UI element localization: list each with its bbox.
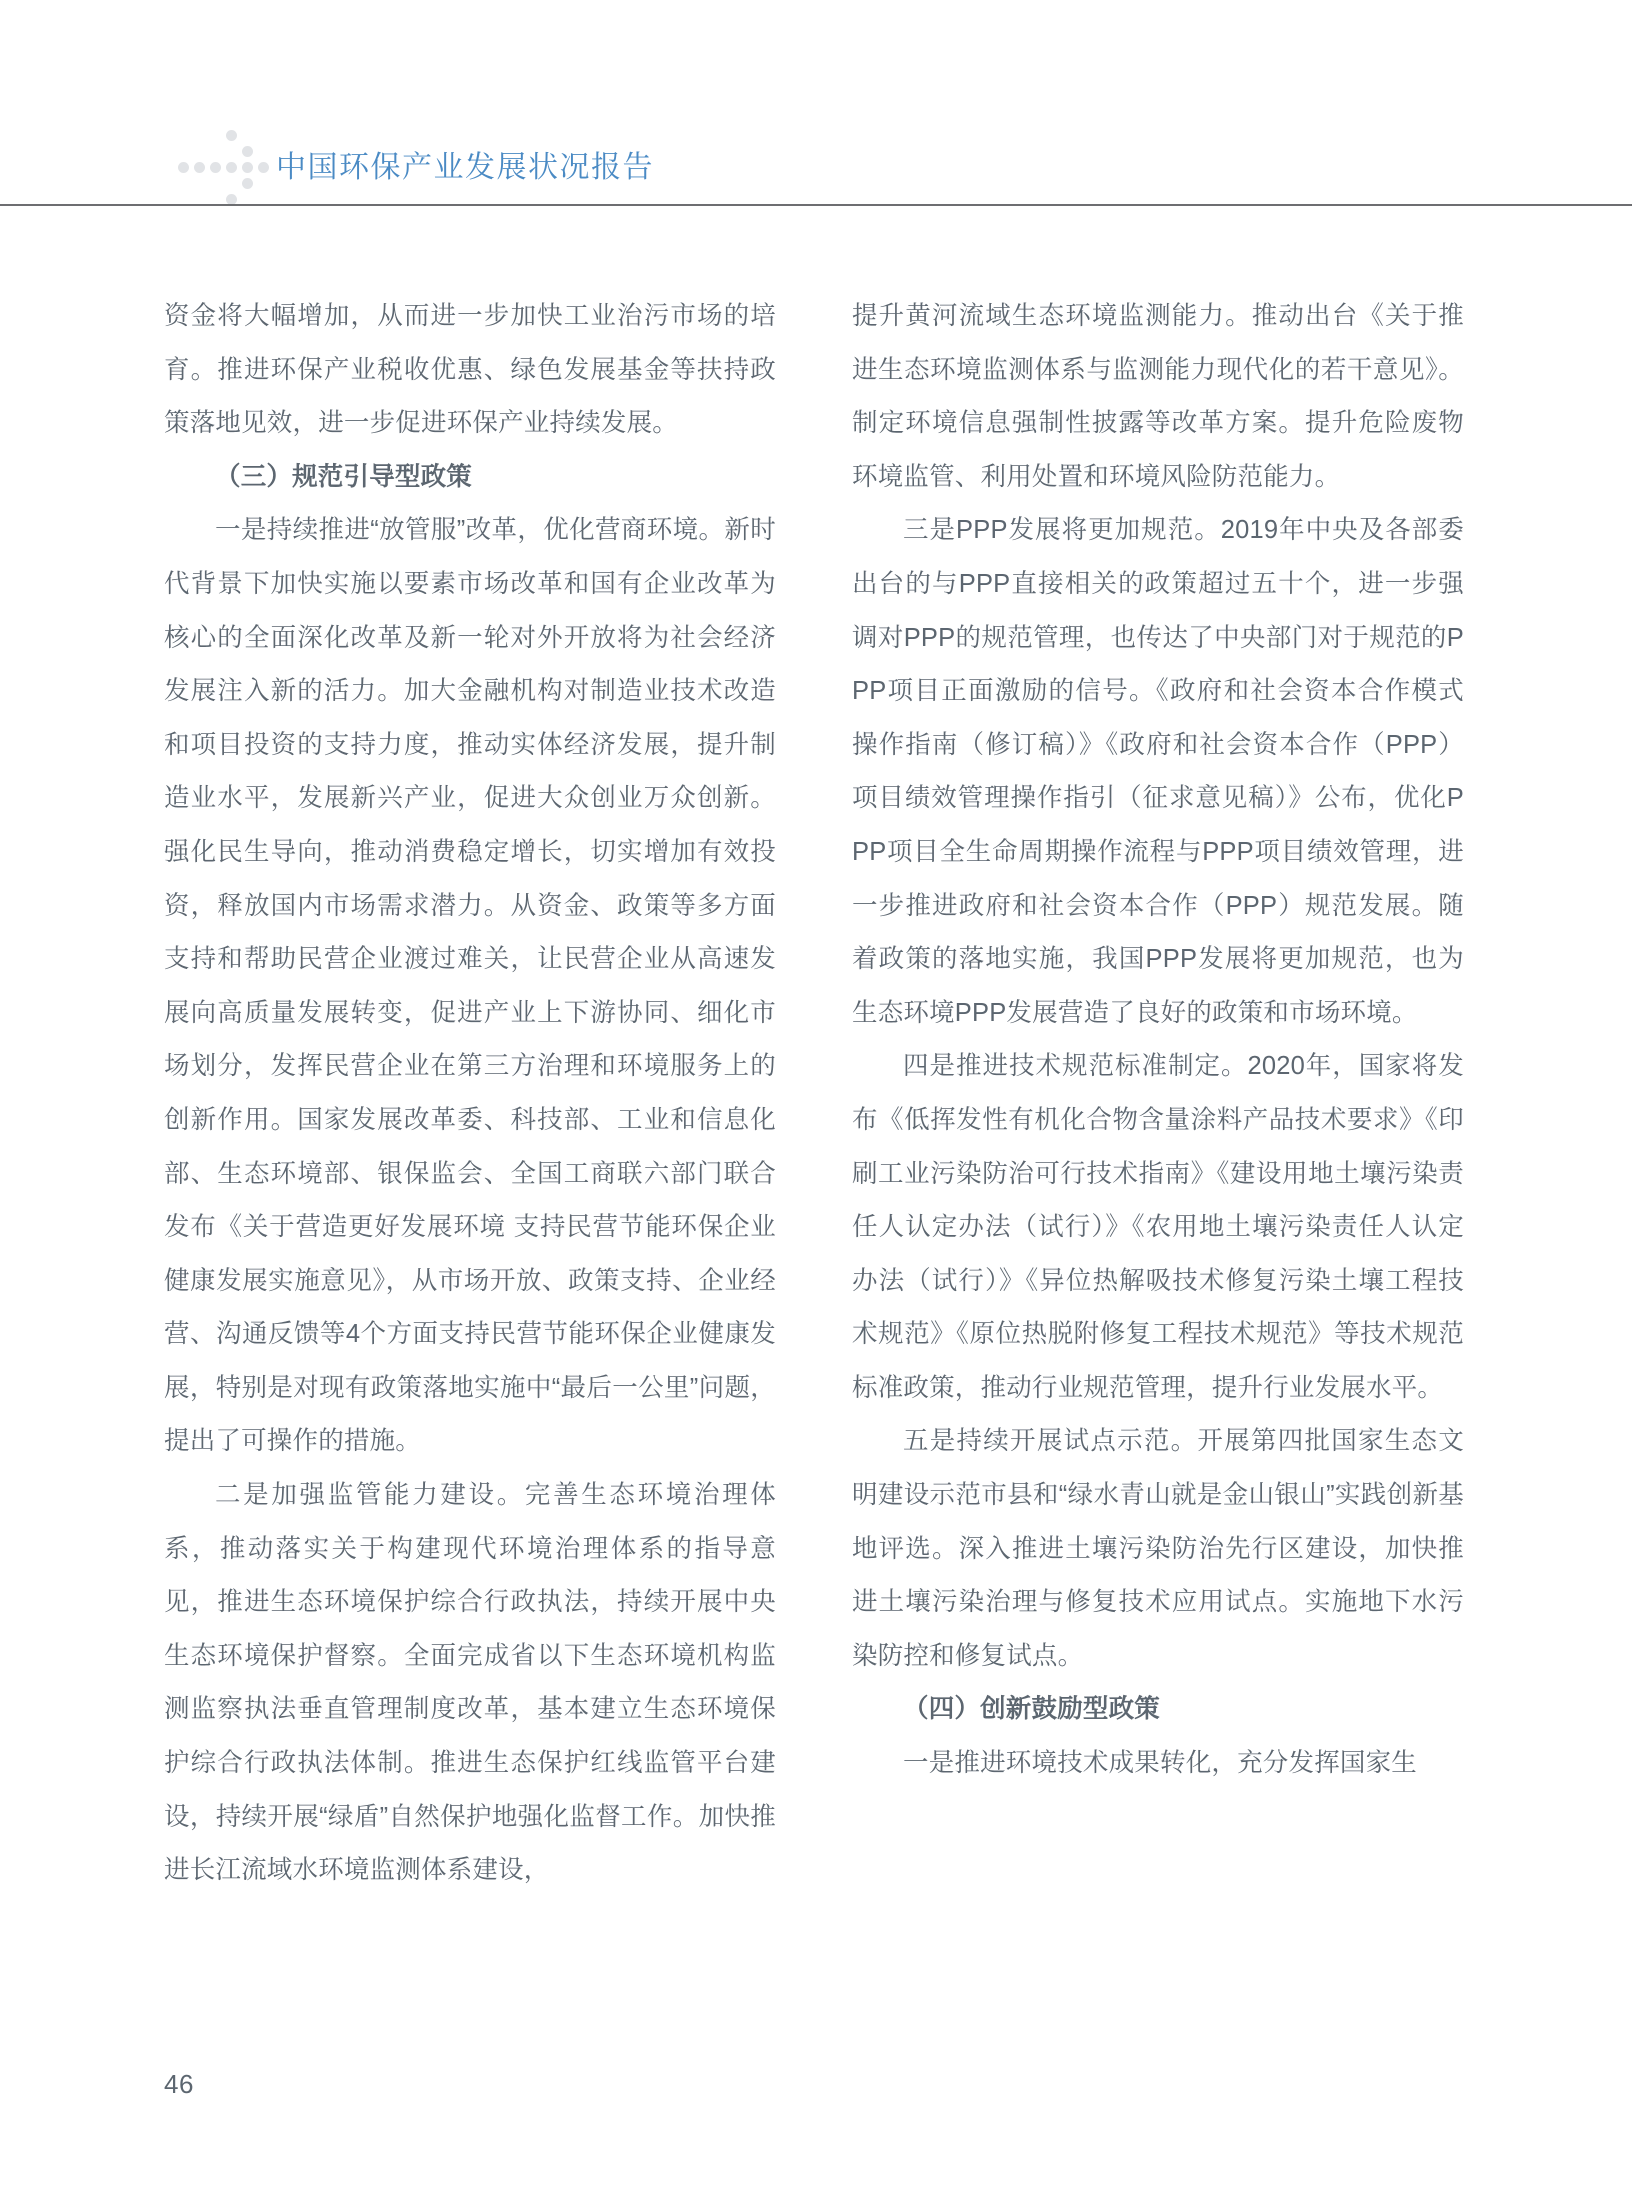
left-column [164,290,776,1898]
paragraph: 三是PPP发展将更加规范。2019年中央及各部委出台的与PPP直接相关的政策超过五十个，进一步强调对PPP的规范管理，也传达了中央部门对于规范的PPP项目正面激励的信号。《政府和社会资本合作模式操作指南（修订稿）》《政府和社会资本合作（PPP）项目绩效管理操作指引（征求意见稿）》公布，优化PPP项目全生命周期操作流程与PPP项目绩效管理，进一步推进政府和社会资本合作（PPP）规范发展。随着政策的落地实施，我国PPP发展将更加规范，也为生态环境PPP发展营造了良好的政策和市场环境。 [852,516,1464,1027]
paragraph: 一是持续推进“放管服”改革，优化营商环境。新时代背景下加快实施以要素市场改革和国有企业改革为核心的全面深化改革及新一轮对外开放将为社会经济发展注入新的活力。加大金融机构对制造业技术改造和项目投资的支持力度，推动实体经济发展，提升制造业水平，发展新兴产业，促进大众创业万众创新。强化民生导向，推动消费稳定增长，切实增加有效投资，释放国内市场需求潜力。从资金、政策等多方面支持和帮助民营企业渡过难关，让民营企业从高速发展向高质量发展转变，促进产业上下游协同、细化市场划分，发挥民营企业在第三方治理和环境服务上的创新作用。国家发展改革委、科技部、工业和信息化部、生态环境部、银保监会、全国工商联六部门联合发布《关于营造更好发展环境 支持民营节能环保企业健康发展实施意见》，从市场开放、政策支持、企业经营、沟通反馈等4个方面支持民营节能环保企业健康发展，特别是对现有政策落地实施中“最后一公里”问题，提出了可操作的措施。 [164,516,776,1456]
paragraph: 四是推进技术规范标准制定。2020年，国家将发布《低挥发性有机化合物含量涂料产品技术要求》《印刷工业污染防治可行技术指南》《建设用地土壤污染责任人认定办法（试行）》《农用地土壤污染责任人认定办法（试行）》《异位热解吸技术修复污染土壤工程技术规范》《原位热脱附修复工程技术规范》等技术规范标准政策，推动行业规范管理，提升行业发展水平。 [852,1052,1464,1402]
header-divider [0,204,1632,206]
report-title: 中国环保产业发展状况报告 [276,151,654,184]
paragraph: 五是持续开展试点示范。开展第四批国家生态文明建设示范市县和“绿水青山就是金山银山”实践创新基地评选。深入推进土壤污染防治先行区建设，加快推进土壤污染治理与修复技术应用试点。实施地下水污染防控和修复试点。 [852,1427,1464,1670]
dotted-arrow-logo [178,139,268,197]
paragraph: 提升黄河流域生态环境监测能力。推动出台《关于推进生态环境监测体系与监测能力现代化的若干意见》。制定环境信息强制性披露等改革方案。提升危险废物环境监管、利用处置和环境风险防范能力。 [852,302,1464,491]
page-number: 46 [164,2069,194,2099]
body-columns [164,290,1464,1898]
page-header [0,132,1632,204]
section-heading: （三）规范引导型政策 [215,462,473,491]
right-column [852,290,1464,1898]
paragraph: 一是推进环境技术成果转化，充分发挥国家生 [903,1749,1418,1778]
paragraph: 资金将大幅增加，从而进一步加快工业治污市场的培育。推进环保产业税收优惠、绿色发展基金等扶持政策落地见效，进一步促进环保产业持续发展。 [164,302,776,438]
section-heading: （四）创新鼓励型政策 [903,1695,1161,1724]
paragraph: 二是加强监管能力建设。完善生态环境治理体系，推动落实关于构建现代环境治理体系的指导意见，推进生态环境保护综合行政执法，持续开展中央生态环境保护督察。全面完成省以下生态环境机构监测监察执法垂直管理制度改革，基本建立生态环境保护综合行政执法体制。推进生态保护红线监管平台建设，持续开展“绿盾”自然保护地强化监督工作。加快推进长江流域水环境监测体系建设， [164,1481,776,1885]
